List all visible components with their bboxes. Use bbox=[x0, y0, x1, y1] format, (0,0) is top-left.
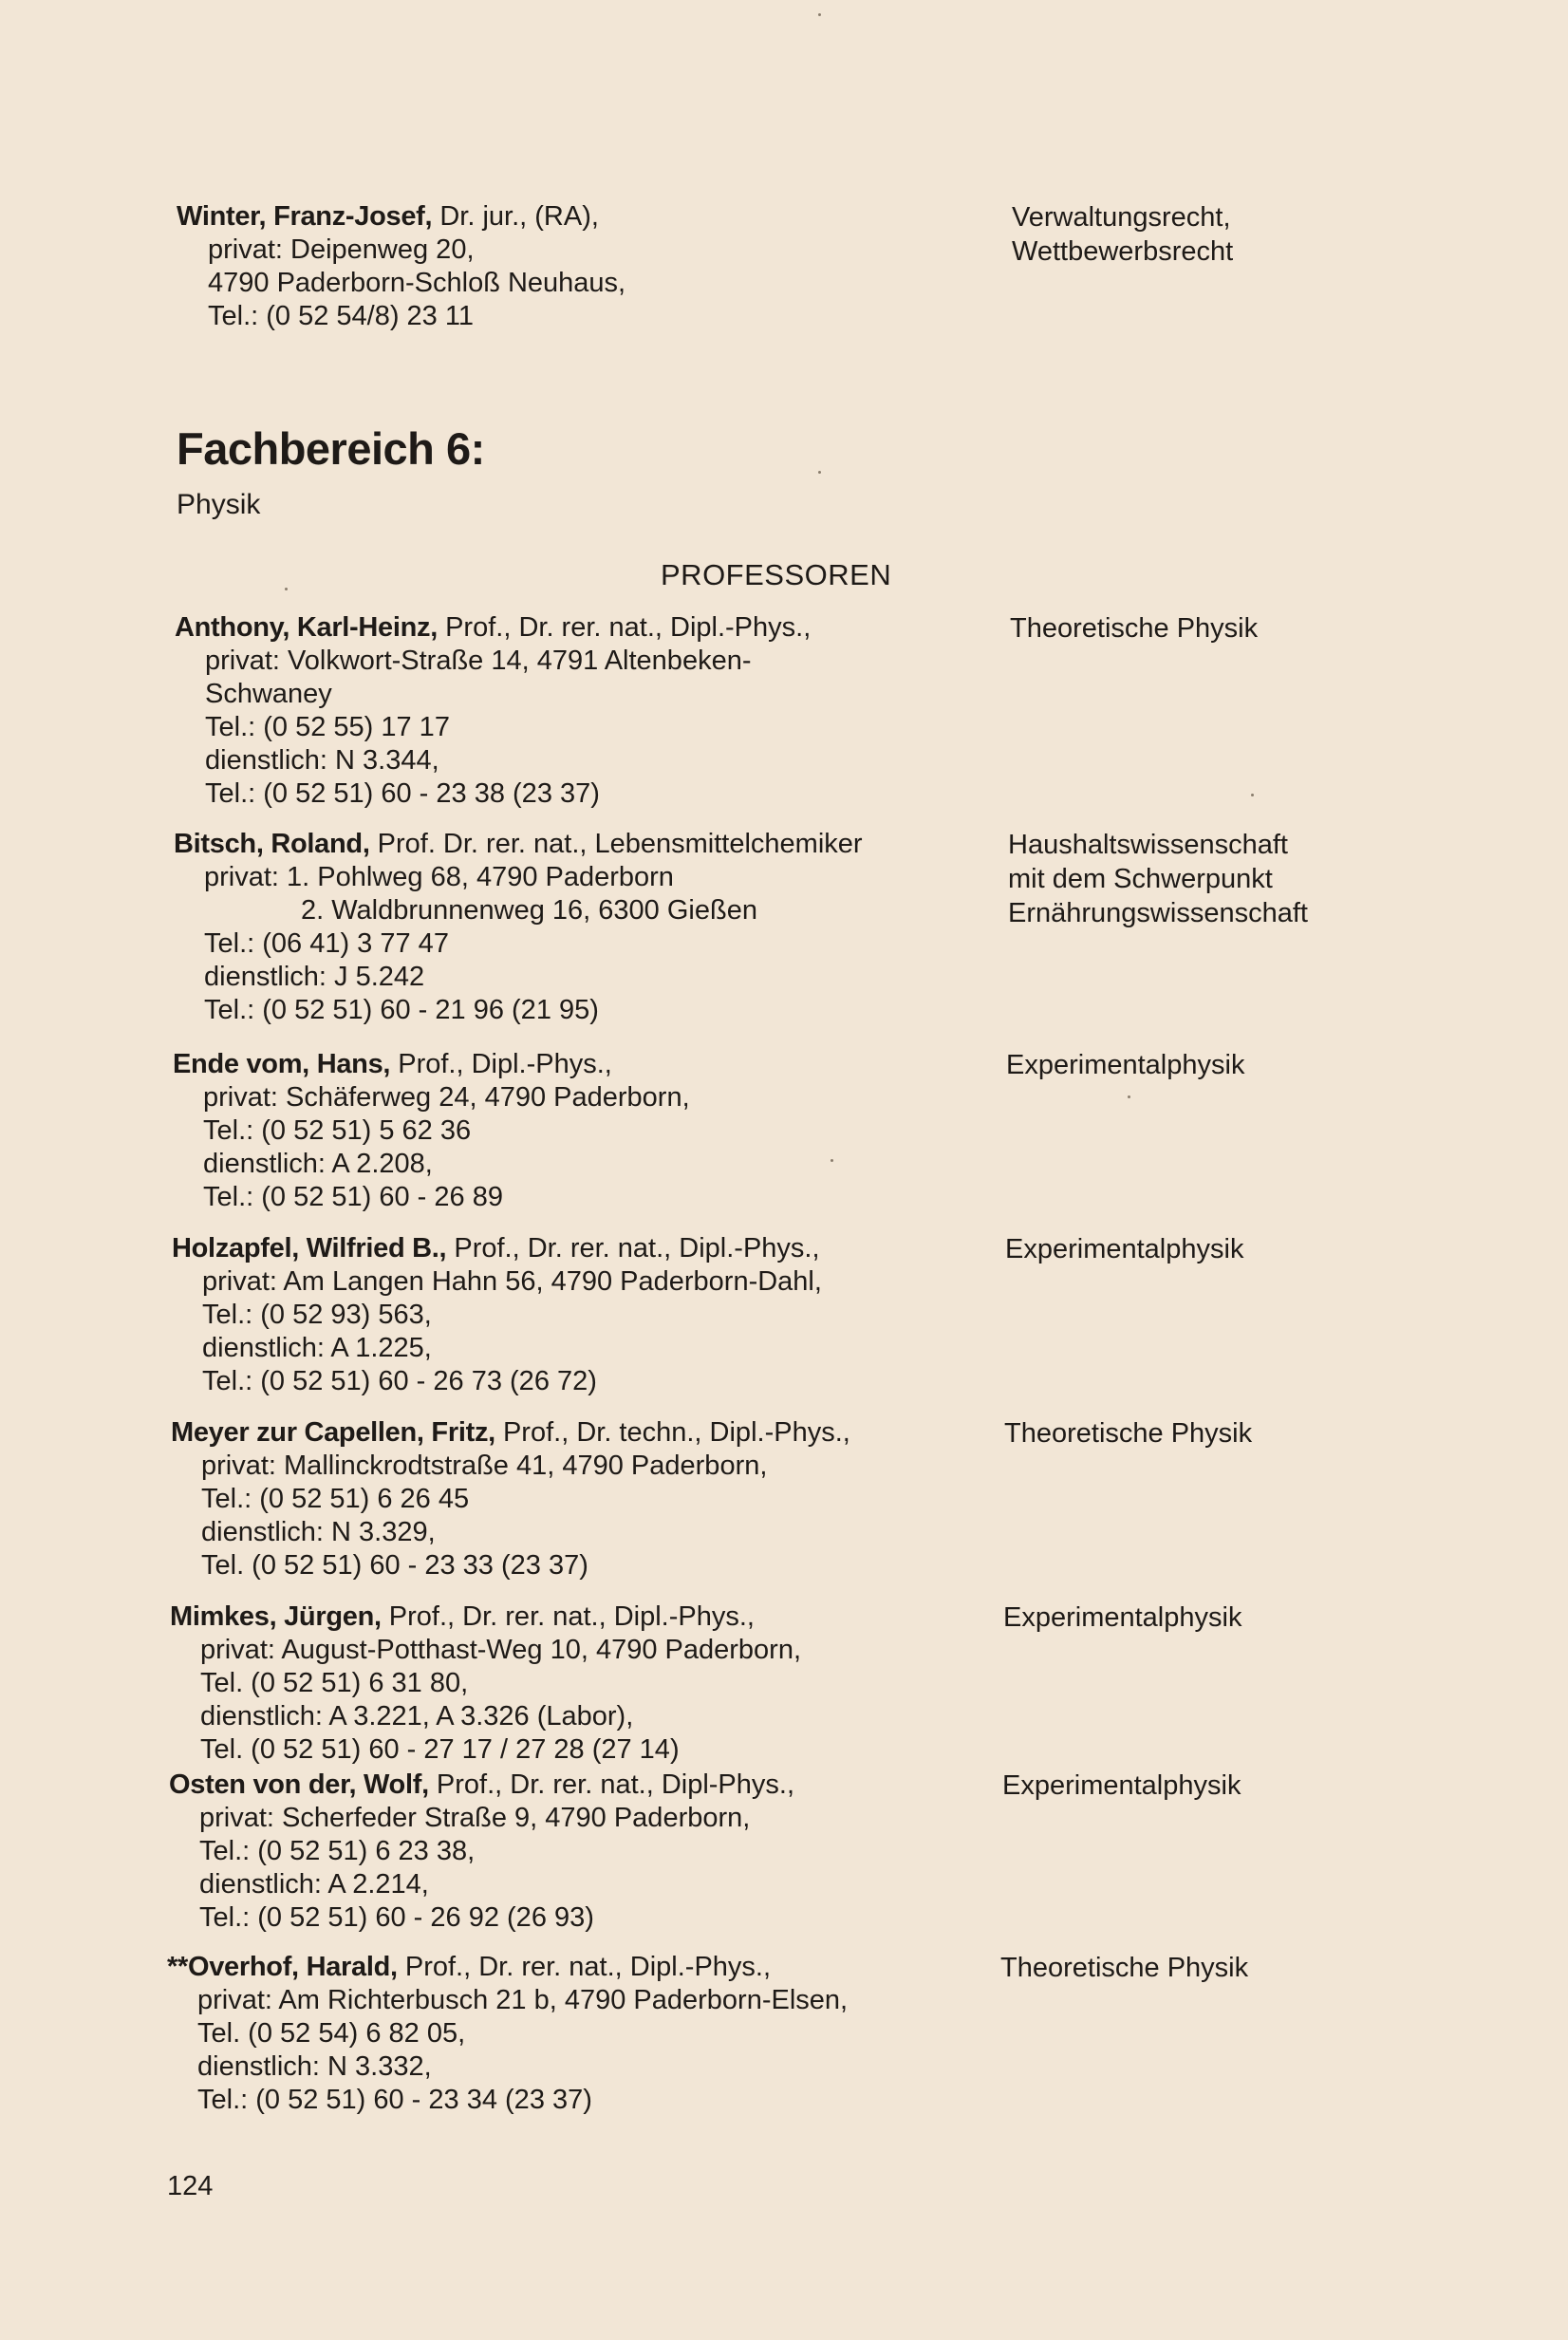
entry-subject bbox=[1004, 1416, 1403, 1451]
entry-line: dienstlich: A 3.221, A 3.326 (Labor), bbox=[200, 1701, 634, 1732]
entry-line: Tel.: (06 41) 3 77 47 bbox=[204, 928, 449, 959]
entry-line: Tel. (0 52 54) 6 82 05, bbox=[197, 2018, 466, 2049]
entry-title: Prof., Dr. rer. nat., Dipl.-Phys., bbox=[446, 1233, 820, 1264]
paper-speck bbox=[831, 1159, 833, 1162]
entry-title: Prof., Dr. rer. nat., Dipl.-Phys., bbox=[438, 612, 812, 643]
entry-line: Tel. (0 52 51) 6 31 80, bbox=[200, 1668, 469, 1698]
entry-line: privat: Volkwort-Straße 14, 4791 Altenbeken- bbox=[205, 646, 752, 676]
entry-line: Tel. (0 52 51) 60 - 23 33 (23 37) bbox=[201, 1550, 588, 1581]
entry-subject bbox=[1000, 1951, 1399, 1985]
entry-title: Prof., Dr. rer. nat., Dipl.-Phys., bbox=[397, 1952, 772, 1982]
entry-line: dienstlich: N 3.332, bbox=[197, 2051, 432, 2082]
paper-speck bbox=[1251, 794, 1254, 796]
entry-line: privat: Mallinckrodtstraße 41, 4790 Paderborn, bbox=[201, 1451, 768, 1481]
entry-line: Tel.: (0 52 54/8) 23 11 bbox=[208, 301, 474, 331]
entry-subject bbox=[1006, 1048, 1405, 1082]
paper-speck bbox=[285, 588, 288, 590]
entry-line: dienstlich: N 3.329, bbox=[201, 1517, 436, 1547]
entry-line: Tel.: (0 52 51) 6 23 38, bbox=[199, 1836, 476, 1866]
entry-heading bbox=[175, 611, 1133, 645]
entry-name: Ende vom, Hans, bbox=[173, 1049, 391, 1079]
subject-line: Theoretische Physik bbox=[1000, 1953, 1249, 1983]
entry-line: 2. Waldbrunnenweg 16, 6300 Gießen bbox=[301, 895, 757, 926]
entry-line: dienstlich: A 2.208, bbox=[203, 1149, 433, 1179]
entry-line: 4790 Paderborn-Schloß Neuhaus, bbox=[208, 268, 626, 298]
entry-heading bbox=[171, 1416, 1129, 1450]
entry-subject bbox=[1008, 828, 1407, 930]
entry-heading bbox=[167, 1951, 1126, 1984]
entry-title: Prof., Dipl.-Phys., bbox=[390, 1049, 612, 1079]
entry-line: dienstlich: J 5.242 bbox=[204, 962, 425, 992]
entry-line: Tel.: (0 52 51) 60 - 21 96 (21 95) bbox=[204, 995, 599, 1025]
entry-subject bbox=[1003, 1601, 1402, 1635]
entry-title: Prof. Dr. rer. nat., Lebensmittelchemiker bbox=[369, 829, 863, 859]
entry-line: privat: 1. Pohlweg 68, 4790 Paderborn bbox=[204, 862, 674, 892]
entry-name: Winter, Franz-Josef, bbox=[177, 201, 433, 232]
entry-line: Tel.: (0 52 51) 60 - 26 92 (26 93) bbox=[199, 1902, 594, 1933]
subject-line: Wettbewerbsrecht bbox=[1012, 236, 1234, 267]
paper-speck bbox=[818, 471, 821, 474]
entry-title: Prof., Dr. rer. nat., Dipl-Phys., bbox=[428, 1769, 795, 1800]
subject-line: Experimentalphysik bbox=[1002, 1770, 1241, 1801]
faculty-subtitle: Physik bbox=[177, 489, 261, 520]
entry-line: privat: August-Potthast-Weg 10, 4790 Paderborn, bbox=[200, 1635, 802, 1665]
entry-line: dienstlich: A 1.225, bbox=[202, 1333, 432, 1363]
entry-line: privat: Deipenweg 20, bbox=[208, 234, 475, 265]
entry-title: Prof., Dr. techn., Dipl.-Phys., bbox=[495, 1417, 850, 1448]
entry-line: privat: Schäferweg 24, 4790 Paderborn, bbox=[203, 1082, 690, 1113]
entry-line: Tel.: (0 52 51) 60 - 23 34 (23 37) bbox=[197, 2085, 592, 2115]
paper-speck bbox=[818, 13, 821, 16]
entry-name: **Overhof, Harald, bbox=[167, 1952, 398, 1982]
entry-subject bbox=[1012, 200, 1410, 269]
entry-line: Tel.: (0 52 51) 60 - 26 89 bbox=[203, 1182, 503, 1212]
entry-heading bbox=[172, 1232, 1130, 1265]
entry-line: privat: Am Langen Hahn 56, 4790 Paderborn-Dahl, bbox=[202, 1266, 822, 1297]
entry-name: Osten von der, Wolf, bbox=[169, 1769, 429, 1800]
page-number: 124 bbox=[167, 2171, 214, 2201]
entry-line: Tel.: (0 52 51) 60 - 23 38 (23 37) bbox=[205, 778, 600, 809]
subject-line: Experimentalphysik bbox=[1003, 1602, 1242, 1633]
entry-name: Holzapfel, Wilfried B., bbox=[172, 1233, 447, 1264]
entry-line: Schwaney bbox=[205, 679, 332, 709]
entry-line: Tel.: (0 52 93) 563, bbox=[202, 1300, 432, 1330]
entry-subject bbox=[1010, 611, 1409, 646]
entry-line: Tel.: (0 52 51) 6 26 45 bbox=[201, 1484, 470, 1514]
entry-subject bbox=[1005, 1232, 1404, 1266]
entry-heading bbox=[170, 1601, 1129, 1634]
entry-line: privat: Am Richterbusch 21 b, 4790 Paderborn-Elsen, bbox=[197, 1985, 849, 2015]
section-heading: PROFESSOREN bbox=[661, 558, 892, 591]
subject-line: mit dem Schwerpunkt bbox=[1008, 864, 1273, 894]
entry-heading bbox=[174, 828, 1132, 861]
entry-heading bbox=[173, 1048, 1131, 1081]
entry-heading bbox=[169, 1769, 1128, 1802]
entry-title: Dr. jur., (RA), bbox=[432, 201, 599, 232]
entry-line: Tel.: (0 52 51) 60 - 26 73 (26 72) bbox=[202, 1366, 597, 1396]
entry-line: Tel.: (0 52 51) 5 62 36 bbox=[203, 1115, 472, 1146]
entry-line: dienstlich: A 2.214, bbox=[199, 1869, 429, 1900]
entry-line: dienstlich: N 3.344, bbox=[205, 745, 439, 776]
entry-heading bbox=[177, 200, 1135, 234]
entry-line: Tel.: (0 52 55) 17 17 bbox=[205, 712, 450, 742]
subject-line: Theoretische Physik bbox=[1010, 613, 1259, 644]
subject-line: Experimentalphysik bbox=[1005, 1234, 1244, 1264]
entry-subject bbox=[1002, 1769, 1401, 1803]
entry-line: Tel. (0 52 51) 60 - 27 17 / 27 28 (27 14) bbox=[200, 1734, 680, 1765]
subject-line: Theoretische Physik bbox=[1004, 1418, 1253, 1449]
subject-line: Ernährungswissenschaft bbox=[1008, 898, 1308, 928]
subject-line: Haushaltswissenschaft bbox=[1008, 830, 1288, 860]
entry-name: Meyer zur Capellen, Fritz, bbox=[171, 1417, 495, 1448]
entry-title: Prof., Dr. rer. nat., Dipl.-Phys., bbox=[381, 1601, 755, 1632]
paper-speck bbox=[1128, 1095, 1130, 1098]
subject-line: Experimentalphysik bbox=[1006, 1050, 1245, 1080]
entry-line: privat: Scherfeder Straße 9, 4790 Paderborn, bbox=[199, 1803, 751, 1833]
entry-name: Bitsch, Roland, bbox=[174, 829, 370, 859]
entry-name: Anthony, Karl-Heinz, bbox=[175, 612, 439, 643]
entry-name: Mimkes, Jürgen, bbox=[170, 1601, 382, 1632]
faculty-title: Fachbereich 6: bbox=[177, 423, 485, 474]
subject-line: Verwaltungsrecht, bbox=[1012, 202, 1231, 233]
